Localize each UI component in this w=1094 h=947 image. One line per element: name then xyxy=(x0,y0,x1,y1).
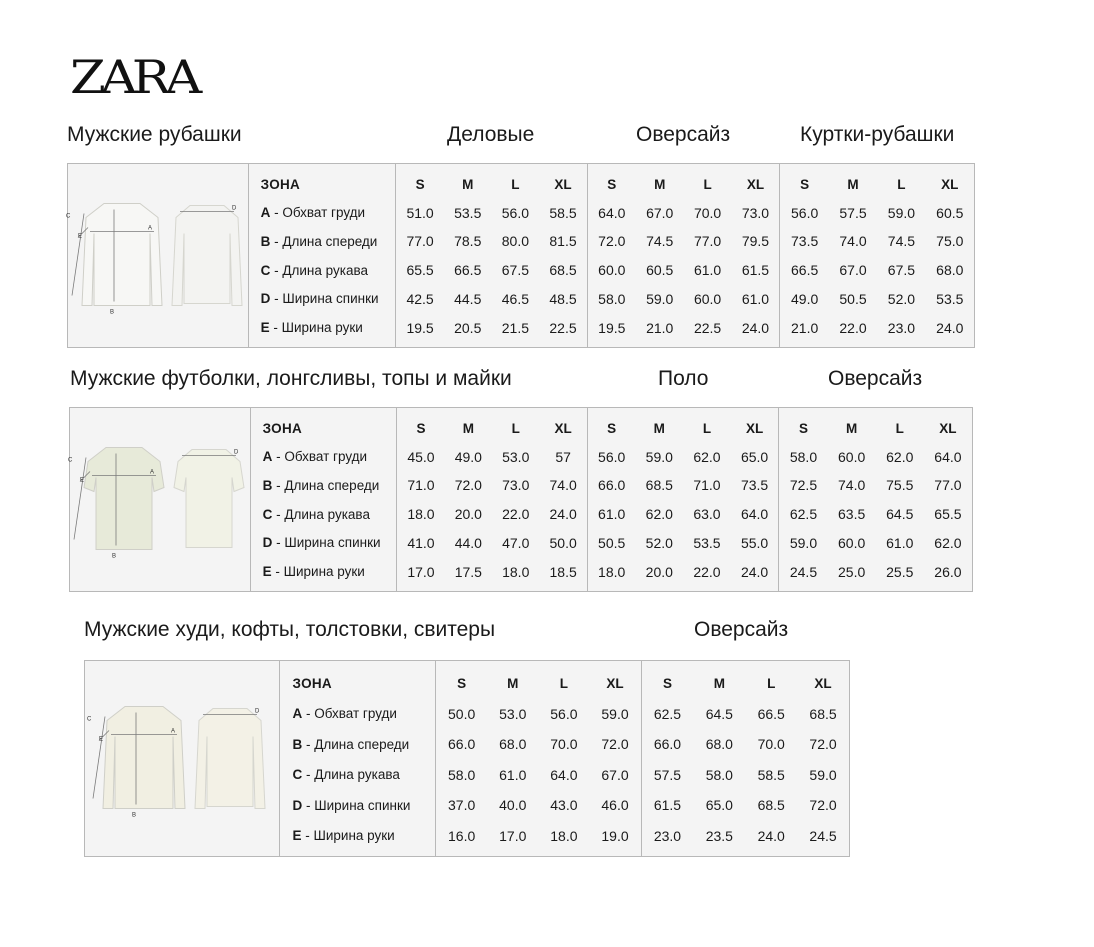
table-row xyxy=(396,261,587,279)
measurement-value: 45.0 xyxy=(407,448,435,465)
measurement-value: 72.0 xyxy=(809,797,837,813)
measurement-value: 79.5 xyxy=(741,233,770,250)
zone-label-c: C - Длина рукава xyxy=(260,262,368,278)
size-group-1 xyxy=(396,164,588,347)
measurement-value: 53.5 xyxy=(454,204,482,221)
table-row xyxy=(396,232,587,250)
measurement-value: 60.5 xyxy=(646,262,674,279)
table-row xyxy=(780,319,974,337)
measurement-value: 78.5 xyxy=(454,233,482,250)
measurement-value: 58.0 xyxy=(789,448,818,465)
size-header-xl: XL xyxy=(746,176,765,192)
table-row xyxy=(588,232,780,250)
size-header-xl: XL xyxy=(554,176,572,192)
measurement-value: 68.0 xyxy=(499,736,527,752)
measurement-value: 24.0 xyxy=(757,827,785,844)
measurement-value: 64.0 xyxy=(550,766,578,783)
size-group-3 xyxy=(780,164,974,347)
measurement-value: 19.0 xyxy=(601,827,629,844)
measurement-value: 75.0 xyxy=(936,233,964,250)
measurement-value: 65.0 xyxy=(705,797,733,813)
size-header-l: L xyxy=(511,176,520,192)
size-header-m: M xyxy=(654,176,666,192)
table-row xyxy=(588,204,780,222)
zone-column xyxy=(280,661,436,856)
zone-header: ЗОНА xyxy=(292,675,332,691)
table-row xyxy=(588,290,780,308)
measurement-value: 60.0 xyxy=(838,534,866,551)
measurement-value: 74.0 xyxy=(839,233,867,250)
section-title-tshirts: Мужские футболки, лонгсливы, топы и майки xyxy=(70,367,512,390)
diagram-label-a: A xyxy=(148,225,153,232)
diagram-label-a: A xyxy=(150,469,155,476)
table-row xyxy=(436,827,640,845)
measurement-value: 16.0 xyxy=(448,827,476,844)
size-group-1 xyxy=(397,408,588,591)
measurement-value: 17.5 xyxy=(454,563,482,580)
measurement-value: 57 xyxy=(555,448,571,465)
measurement-value: 58.5 xyxy=(757,766,785,783)
garment-diagram xyxy=(68,164,249,347)
measurement-value: 57.5 xyxy=(653,766,682,783)
garment-diagram xyxy=(85,661,280,856)
measurement-value: 71.0 xyxy=(407,477,435,494)
size-header-m: M xyxy=(653,420,665,436)
zone-label-b: B - Длина спереди xyxy=(262,477,380,493)
measurement-value: 22.5 xyxy=(549,319,577,336)
measurement-value: 68.0 xyxy=(705,736,733,752)
measurement-value: 46.0 xyxy=(601,797,629,813)
measurement-value: 47.0 xyxy=(502,534,530,551)
diagram-label-d: D xyxy=(232,205,237,212)
measurement-value: 18.0 xyxy=(407,506,435,523)
front-garment-icon xyxy=(103,707,185,809)
measurement-value: 59.0 xyxy=(645,448,673,465)
size-header-m: M xyxy=(462,176,474,192)
measurement-value: 40.0 xyxy=(499,797,527,813)
measurement-value: 66.5 xyxy=(757,705,785,722)
size-header-s: S xyxy=(798,420,808,436)
table-row xyxy=(780,204,974,222)
diagram-label-b: B xyxy=(110,309,115,316)
size-header-l: L xyxy=(895,420,904,436)
table-row xyxy=(588,563,779,581)
diagram-label-c: C xyxy=(66,213,71,220)
measurement-value: 57.5 xyxy=(839,204,867,221)
zone-header: ЗОНА xyxy=(260,176,301,192)
measurement-value: 58.0 xyxy=(598,290,626,307)
measurement-value: 64.5 xyxy=(705,705,733,722)
zone-label-a: A - Обхват груди xyxy=(292,706,397,721)
measurement-value: 74.0 xyxy=(838,477,866,494)
size-header-s: S xyxy=(607,420,617,436)
measurement-value: 62.0 xyxy=(693,448,721,465)
table-row xyxy=(779,476,972,494)
measurement-value: 53.5 xyxy=(693,534,721,551)
measurement-value: 62.5 xyxy=(789,506,818,523)
size-header-m: M xyxy=(507,675,519,691)
size-header-xl: XL xyxy=(745,420,764,436)
measurement-value: 24.5 xyxy=(809,827,837,844)
back-garment-icon xyxy=(174,450,244,548)
table-row xyxy=(397,563,587,581)
size-header-s: S xyxy=(662,675,672,691)
size-table-shirts xyxy=(67,163,975,348)
size-group-3 xyxy=(779,408,972,591)
measurement-value: 66.5 xyxy=(791,262,819,279)
table-row xyxy=(779,534,972,552)
measurement-value: 67.0 xyxy=(601,766,629,783)
measurement-value: 68.5 xyxy=(757,797,785,813)
measurement-value: 52.0 xyxy=(887,290,916,307)
diagram-label-d: D xyxy=(234,449,239,456)
group-title-oversize: Оверсайз xyxy=(636,123,731,146)
table-row xyxy=(779,505,972,523)
measurement-value: 46.5 xyxy=(501,290,529,307)
size-header-l: L xyxy=(767,675,776,691)
measurement-value: 66.0 xyxy=(653,736,682,752)
size-header-l: L xyxy=(703,176,712,192)
size-header-m: M xyxy=(713,675,725,691)
measurement-value: 18.0 xyxy=(550,827,578,844)
measurement-value: 61.0 xyxy=(693,262,722,279)
measurement-value: 64.0 xyxy=(598,204,626,221)
zone-header: ЗОНА xyxy=(262,420,303,436)
measurement-value: 49.0 xyxy=(454,448,482,465)
zone-label-e: E - Ширина руки xyxy=(292,828,395,843)
measurement-value: 77.0 xyxy=(406,233,434,250)
measurement-value: 56.0 xyxy=(550,705,578,722)
measurement-value: 66.5 xyxy=(454,262,482,279)
size-group-2 xyxy=(588,408,780,591)
section-title-shirts: Мужские рубашки xyxy=(67,123,242,146)
measurement-value: 50.5 xyxy=(598,534,626,551)
measurement-value: 49.0 xyxy=(791,290,819,307)
measurement-value: 67.5 xyxy=(501,262,529,279)
measurement-value: 65.5 xyxy=(934,506,962,523)
diagram-label-e: E xyxy=(78,233,83,240)
table-row xyxy=(642,827,849,845)
table-row xyxy=(397,534,587,552)
size-group-1 xyxy=(436,661,641,856)
measurement-value: 37.0 xyxy=(448,797,476,813)
measurement-value: 59.0 xyxy=(646,290,674,307)
table-row xyxy=(436,735,640,753)
zone-column xyxy=(249,164,397,347)
measurement-value: 70.0 xyxy=(757,736,785,752)
measurement-value: 50.0 xyxy=(448,705,476,722)
diagram-label-e: E xyxy=(80,477,85,484)
measurement-value: 64.0 xyxy=(740,506,769,523)
measurement-value: 56.0 xyxy=(791,204,819,221)
size-header-l: L xyxy=(897,176,906,192)
measurement-value: 18.0 xyxy=(598,563,626,580)
measurement-value: 68.5 xyxy=(645,477,673,494)
measurement-value: 58.5 xyxy=(549,204,577,221)
table-row xyxy=(642,735,849,753)
table-row xyxy=(436,705,640,723)
measurement-value: 73.0 xyxy=(741,204,770,221)
measurement-value: 60.0 xyxy=(838,448,866,465)
measurement-value: 67.0 xyxy=(646,204,674,221)
table-row xyxy=(780,261,974,279)
table-row xyxy=(779,563,972,581)
measurement-value: 23.0 xyxy=(887,319,916,336)
group-title-overshirts: Куртки-рубашки xyxy=(800,123,955,146)
measurement-value: 74.0 xyxy=(549,477,577,494)
size-header-m: M xyxy=(462,420,474,436)
table-row xyxy=(588,448,779,466)
group-title-oversize: Оверсайз xyxy=(828,367,923,390)
measurement-value: 67.0 xyxy=(839,262,867,279)
measurement-value: 24.0 xyxy=(741,319,770,336)
zone-label-d: D - Ширина спинки xyxy=(292,797,411,813)
measurement-value: 64.5 xyxy=(886,506,914,523)
zara-logo: ZARA xyxy=(70,50,197,104)
size-table-hoodies xyxy=(84,660,850,857)
diagram-label-d: D xyxy=(255,708,260,715)
measurement-value: 62.0 xyxy=(886,448,914,465)
measurement-value: 61.0 xyxy=(598,506,626,523)
measurement-value: 66.0 xyxy=(448,736,476,752)
table-row xyxy=(436,766,640,784)
measurement-value: 50.5 xyxy=(839,290,867,307)
measurement-value: 58.0 xyxy=(448,766,476,783)
measurement-value: 24.0 xyxy=(740,563,769,580)
measurement-value: 18.5 xyxy=(549,563,577,580)
measurement-value: 20.0 xyxy=(454,506,482,523)
table-row xyxy=(396,319,587,337)
table-row xyxy=(396,204,587,222)
size-header-l: L xyxy=(702,420,712,436)
table-row xyxy=(780,232,974,250)
measurement-value: 17.0 xyxy=(407,563,435,580)
measurement-value: 24.0 xyxy=(936,319,964,336)
size-header-s: S xyxy=(457,675,467,691)
table-row xyxy=(779,448,972,466)
measurement-value: 51.0 xyxy=(406,204,434,221)
measurement-value: 68.0 xyxy=(936,262,964,279)
measurement-value: 18.0 xyxy=(502,563,530,580)
table-row xyxy=(588,534,779,552)
measurement-value: 24.0 xyxy=(549,506,577,523)
measurement-value: 56.0 xyxy=(501,204,529,221)
measurement-value: 72.0 xyxy=(809,736,837,752)
measurement-value: 62.0 xyxy=(645,506,673,523)
table-row xyxy=(397,476,587,494)
size-group-2 xyxy=(588,164,781,347)
front-garment-icon xyxy=(84,448,164,550)
measurement-value: 72.0 xyxy=(598,233,626,250)
zone-label-c: C - Длина рукава xyxy=(292,767,400,782)
diagram-label-c: C xyxy=(68,457,73,464)
measurement-value: 59.0 xyxy=(887,204,916,221)
front-garment-icon xyxy=(82,204,162,306)
measurement-value: 61.0 xyxy=(741,290,770,307)
measurement-value: 21.0 xyxy=(791,319,819,336)
size-header-s: S xyxy=(607,176,617,192)
table-row xyxy=(642,766,849,784)
back-garment-icon xyxy=(195,709,265,809)
measurement-value: 21.5 xyxy=(501,319,529,336)
size-header-s: S xyxy=(416,420,426,436)
diagram-label-b: B xyxy=(132,812,137,819)
table-row xyxy=(780,290,974,308)
measurement-value: 60.0 xyxy=(598,262,626,279)
zone-label-e: E - Ширина руки xyxy=(260,320,363,335)
measurement-value: 81.5 xyxy=(549,233,577,250)
measurement-value: 53.0 xyxy=(499,705,527,722)
diagram-label-a: A xyxy=(171,728,176,735)
measurement-value: 59.0 xyxy=(601,705,629,722)
measurement-value: 55.0 xyxy=(740,534,769,551)
size-header-m: M xyxy=(847,176,859,192)
size-header-l: L xyxy=(559,675,569,691)
group-title-polo: Поло xyxy=(658,367,709,390)
diagram-label-e: E xyxy=(99,736,104,743)
measurement-value: 44.0 xyxy=(454,534,482,551)
size-group-2 xyxy=(642,661,849,856)
measurement-value: 72.0 xyxy=(601,736,629,752)
group-title-oversize: Оверсайз xyxy=(694,618,789,641)
measurement-value: 73.5 xyxy=(791,233,819,250)
measurement-value: 22.0 xyxy=(839,319,867,336)
zone-label-e: E - Ширина руки xyxy=(262,564,365,579)
measurement-value: 20.0 xyxy=(645,563,673,580)
table-row xyxy=(588,476,779,494)
measurement-value: 23.5 xyxy=(705,827,733,844)
measurement-value: 25.5 xyxy=(886,563,914,580)
zone-label-b: B - Длина спереди xyxy=(292,736,410,752)
measurement-value: 23.0 xyxy=(653,827,682,844)
measurement-value: 48.5 xyxy=(549,290,577,307)
measurement-value: 74.5 xyxy=(887,233,916,250)
measurement-value: 43.0 xyxy=(550,797,578,813)
measurement-value: 58.0 xyxy=(705,766,733,783)
measurement-value: 19.5 xyxy=(598,319,626,336)
size-header-s: S xyxy=(800,176,810,192)
measurement-value: 68.5 xyxy=(549,262,577,279)
table-row xyxy=(396,290,587,308)
table-row xyxy=(588,261,780,279)
measurement-value: 70.0 xyxy=(550,736,578,752)
measurement-value: 60.5 xyxy=(936,204,964,221)
size-header-xl: XL xyxy=(941,176,959,192)
measurement-value: 59.0 xyxy=(789,534,818,551)
table-row xyxy=(642,796,849,814)
measurement-value: 44.5 xyxy=(454,290,482,307)
diagram-label-c: C xyxy=(87,716,92,723)
size-header-m: M xyxy=(846,420,858,436)
table-row xyxy=(397,448,587,466)
measurement-value: 52.0 xyxy=(645,534,673,551)
measurement-value: 77.0 xyxy=(693,233,722,250)
group-title-business: Деловые xyxy=(447,123,535,146)
measurement-value: 77.0 xyxy=(934,477,962,494)
zone-label-a: A - Обхват груди xyxy=(260,205,366,221)
back-garment-icon xyxy=(172,206,242,306)
measurement-value: 19.5 xyxy=(406,319,434,336)
measurement-value: 61.0 xyxy=(499,766,527,783)
diagram-label-b: B xyxy=(112,553,117,560)
measurement-value: 61.5 xyxy=(741,262,770,279)
size-header-xl: XL xyxy=(606,675,624,691)
measurement-value: 62.0 xyxy=(934,534,962,551)
measurement-value: 74.5 xyxy=(646,233,674,250)
measurement-value: 60.0 xyxy=(693,290,722,307)
measurement-value: 73.5 xyxy=(740,477,769,494)
measurement-value: 67.5 xyxy=(887,262,916,279)
measurement-value: 68.5 xyxy=(809,705,837,722)
size-table-tshirts xyxy=(69,407,973,592)
measurement-value: 42.5 xyxy=(406,290,434,307)
measurement-value: 61.5 xyxy=(653,797,682,813)
zone-label-a: A - Обхват груди xyxy=(262,449,368,465)
table-row xyxy=(436,796,640,814)
measurement-value: 62.5 xyxy=(653,705,682,722)
zone-label-b: B - Длина спереди xyxy=(260,233,378,249)
zone-label-d: D - Ширина спинки xyxy=(260,291,379,307)
measurement-value: 20.5 xyxy=(454,319,482,336)
zone-label-d: D - Ширина спинки xyxy=(262,535,381,551)
measurement-value: 70.0 xyxy=(693,204,722,221)
measurement-value: 61.0 xyxy=(886,534,914,551)
measurement-value: 71.0 xyxy=(693,477,721,494)
size-header-xl: XL xyxy=(554,420,572,436)
size-header-l: L xyxy=(511,420,520,436)
measurement-value: 73.0 xyxy=(502,477,530,494)
zone-label-c: C - Длина рукава xyxy=(262,506,370,522)
measurement-value: 26.0 xyxy=(934,563,962,580)
measurement-value: 41.0 xyxy=(407,534,435,551)
measurement-value: 64.0 xyxy=(934,448,962,465)
measurement-value: 53.0 xyxy=(502,448,530,465)
measurement-value: 22.0 xyxy=(693,563,721,580)
measurement-value: 72.5 xyxy=(789,477,818,494)
measurement-value: 25.0 xyxy=(838,563,866,580)
table-row xyxy=(588,505,779,523)
measurement-value: 72.0 xyxy=(454,477,482,494)
table-row xyxy=(397,505,587,523)
measurement-value: 17.0 xyxy=(499,827,527,844)
size-header-xl: XL xyxy=(814,675,832,691)
garment-diagram xyxy=(70,408,251,591)
size-header-xl: XL xyxy=(939,420,957,436)
measurement-value: 65.5 xyxy=(406,262,434,279)
measurement-value: 50.0 xyxy=(549,534,577,551)
table-row xyxy=(588,319,780,337)
measurement-value: 56.0 xyxy=(598,448,626,465)
zone-column xyxy=(251,408,398,591)
measurement-value: 22.5 xyxy=(693,319,722,336)
measurement-value: 24.5 xyxy=(789,563,818,580)
measurement-value: 59.0 xyxy=(809,766,837,783)
table-row xyxy=(642,705,849,723)
measurement-value: 63.5 xyxy=(838,506,866,523)
measurement-value: 63.0 xyxy=(693,506,721,523)
measurement-value: 65.0 xyxy=(740,448,769,465)
measurement-value: 21.0 xyxy=(646,319,674,336)
measurement-value: 75.5 xyxy=(886,477,914,494)
measurement-value: 53.5 xyxy=(936,290,964,307)
measurement-value: 22.0 xyxy=(502,506,530,523)
measurement-value: 66.0 xyxy=(598,477,626,494)
section-title-hoodies: Мужские худи, кофты, толстовки, свитеры xyxy=(84,618,496,641)
size-header-s: S xyxy=(415,176,425,192)
measurement-value: 80.0 xyxy=(501,233,529,250)
